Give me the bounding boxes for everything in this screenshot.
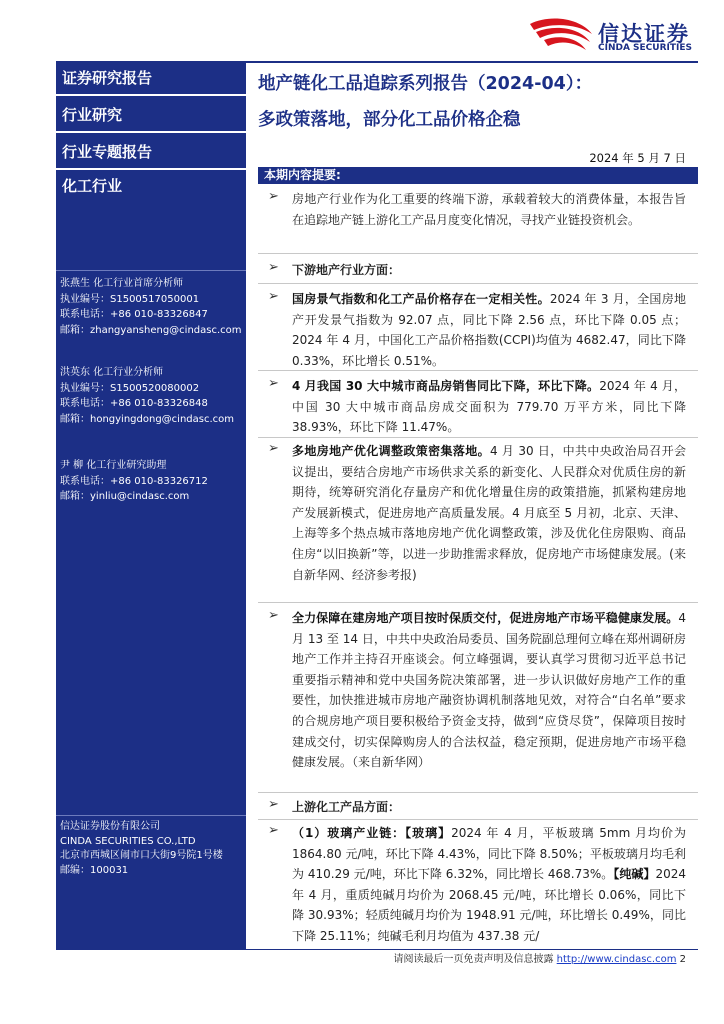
divider [258, 283, 698, 284]
section-header: 本期内容提要: [258, 167, 698, 184]
company-address: 北京市西城区闹市口大街9号院1号楼 [60, 850, 223, 861]
analyst-cert: 执业编号：S1500517050001 [60, 293, 200, 305]
analyst-2 [60, 365, 234, 427]
divider [258, 792, 698, 793]
paragraph-text: 2024 年 4 月，重质纯碱月均价为 2068.45 元/吨，环比增长 0.06%，同比下降 30.93%；轻质纯碱月均价为 1948.91 元/吨，环比增长 0.49%，同比下降 25.11%；纯碱毛利月均值为 437.38 元/ [292, 867, 686, 943]
page-number: 2 [679, 954, 686, 965]
sidebar-thin-rule [56, 270, 246, 271]
sidebar-divider [56, 94, 246, 96]
analyst-3 [60, 458, 208, 505]
divider [258, 253, 698, 254]
report-title-line1: 地产链化工品追踪系列报告（2024-04）： [258, 74, 593, 94]
analyst-name-title: 张燕生 化工行业首席分析师 [60, 278, 184, 289]
paragraph-text: 2024 年 4 月，中国 30 大中城市商品房成交面积为 779.70 万平方米，同比下降 38.93%，环比下降 11.47%。 [292, 379, 686, 435]
paragraph-glass-chain [292, 823, 686, 945]
paragraph-housing-index [292, 289, 686, 371]
sidebar-divider [56, 168, 246, 170]
analyst-email: 邮箱：hongyingdong@cindasc.com [60, 413, 235, 425]
upstream-heading: 上游化工产品方面： [292, 800, 401, 814]
arrow-bullet-icon: ➢ [268, 289, 279, 304]
intro-paragraph: 房地产行业作为化工重要的终端下游，承载着较大的消费体量，本报告旨在追踪地产链上游化工产品月度变化情况，寻找产业链投资机会。 [292, 192, 686, 227]
paragraph-text: 2024 年 3 月，全国房地产开发景气指数为 92.07 点，同比下降 2.56 点，环比下降 0.05 点；2024 年 4 月，中国化工产品价格指数(CCPI)均值为 4682.47，同比下降 0.33%，环比增长 0.51%。 [292, 292, 686, 368]
analyst-phone: 联系电话：+86 010-83326712 [60, 475, 208, 487]
paragraph-lead: 4 月我国 30 大中城市商品房销售同比下降，环比下降。 [292, 379, 600, 393]
analyst-name-title: 洪英东 化工行业分析师 [60, 367, 164, 378]
brand-name-cn: 信达证券 [598, 22, 690, 46]
analyst-phone: 联系电话：+86 010-83326848 [60, 398, 208, 409]
label-industry-research: 行业研究 [56, 100, 246, 130]
divider [258, 819, 698, 820]
paragraph-text: 4 月 13 至 14 日，中共中央政治局委员、国务院副总理何立峰在郑州调研房地产工作并主持召开座谈会。何立峰强调，要认真学习贯彻习近平总书记重要指示精神和党中央国务院决策部署，进一步认识做好房地产工作的重要性，加快推进城市房地产融资协调机制落地见效，对符合“白名单”要求的合规房地产项目要积极给予资金支持，做到“应贷尽贷”，保障项目按时建成交付，切实保障购房人的合法权益，稳定预期，促进房地产市场平稳健康发展。（来自新华网） [292, 611, 686, 770]
analyst-phone: 联系电话：+86 010-83326847 [60, 309, 208, 320]
paragraph-policy [292, 441, 686, 585]
arrow-bullet-icon: ➢ [268, 189, 279, 204]
company-name-en: CINDA SECURITIES CO.,LTD [60, 835, 196, 847]
company-name-cn: 信达证券股份有限公司 [60, 821, 160, 832]
divider [258, 602, 698, 603]
analyst-name-title: 尹 柳 化工行业研究助理 [60, 460, 167, 471]
analyst-cert: 执业编号：S1500520080002 [60, 382, 200, 394]
footer [360, 950, 686, 965]
website-link[interactable]: http://www.cindasc.com [556, 954, 677, 965]
divider [258, 437, 698, 438]
paragraph-text: 4 月 30 日，中共中央政治局召开会议提出，要结合房地产市场供求关系的新变化、人民群众对优质住房的新期待，统筹研究消化存量房产和优化增量住房的政策措施，抓紧构建房地产发展新模式，促进房地产高质量发展。4 月底至 5 月初，北京、天津、上海等多个热点城市落地房地产优化调整政策，涉及优化住房限购、商品住房“以旧换新”等，以进一步助推需求释放，促房地产市场健康发展。(来自新华网、经济参考报) [292, 444, 686, 582]
arrow-bullet-icon: ➢ [268, 608, 279, 623]
company-info [60, 820, 223, 878]
glass-tag: 【玻璃】 [405, 826, 452, 840]
sidebar-divider [56, 131, 246, 133]
arrow-bullet-icon: ➢ [268, 797, 279, 812]
soda-ash-tag: 【纯碱】 [613, 867, 656, 882]
paragraph-lead: 全力保障在建房地产项目按时保质交付，促进房地产市场平稳健康发展。 [292, 611, 679, 625]
paragraph-lead: 国房景气指数和化工产品价格存在一定相关性。 [292, 292, 550, 306]
report-date: 2024 年 5 月 7 日 [589, 151, 686, 165]
analyst-email: 邮箱：zhangyansheng@cindasc.com [60, 324, 242, 336]
brand-name-en: CINDA SECURITIES [598, 43, 692, 53]
label-securities-report: 证券研究报告 [56, 63, 246, 93]
arrow-bullet-icon: ➢ [268, 260, 279, 275]
disclaimer-text: 请阅读最后一页免责声明及信息披露 [393, 954, 554, 965]
paragraph-text: 2024 年 4 月，平板玻璃 5mm 月均价为 1864.80 元/吨，环比下降 4.43%，同比下降 8.50%；平板玻璃月均毛利为 410.29 元/吨，环比下降 6.32%，同比增长 468.73%。 [292, 826, 686, 882]
arrow-bullet-icon: ➢ [268, 441, 279, 456]
report-title-line2: 多政策落地，部分化工品价格企稳 [258, 110, 521, 130]
arrow-bullet-icon: ➢ [268, 823, 279, 838]
analyst-1 [60, 276, 242, 338]
paragraph-lead: 多地房地产优化调整政策密集落地。 [292, 444, 491, 458]
paragraph-delivery [292, 608, 686, 773]
label-topic-report: 行业专题报告 [56, 137, 246, 167]
paragraph-lead: （1）玻璃产业链： [292, 826, 406, 840]
sidebar-thin-rule [56, 815, 246, 816]
downstream-heading: 下游地产行业方面： [292, 263, 401, 277]
company-postcode: 邮编：100031 [60, 864, 129, 876]
paragraph-city-sales [292, 376, 686, 438]
arrow-bullet-icon: ➢ [268, 376, 279, 391]
label-chemical-industry: 化工行业 [56, 172, 246, 200]
analyst-email: 邮箱：yinliu@cindasc.com [60, 491, 190, 502]
divider [258, 370, 698, 371]
